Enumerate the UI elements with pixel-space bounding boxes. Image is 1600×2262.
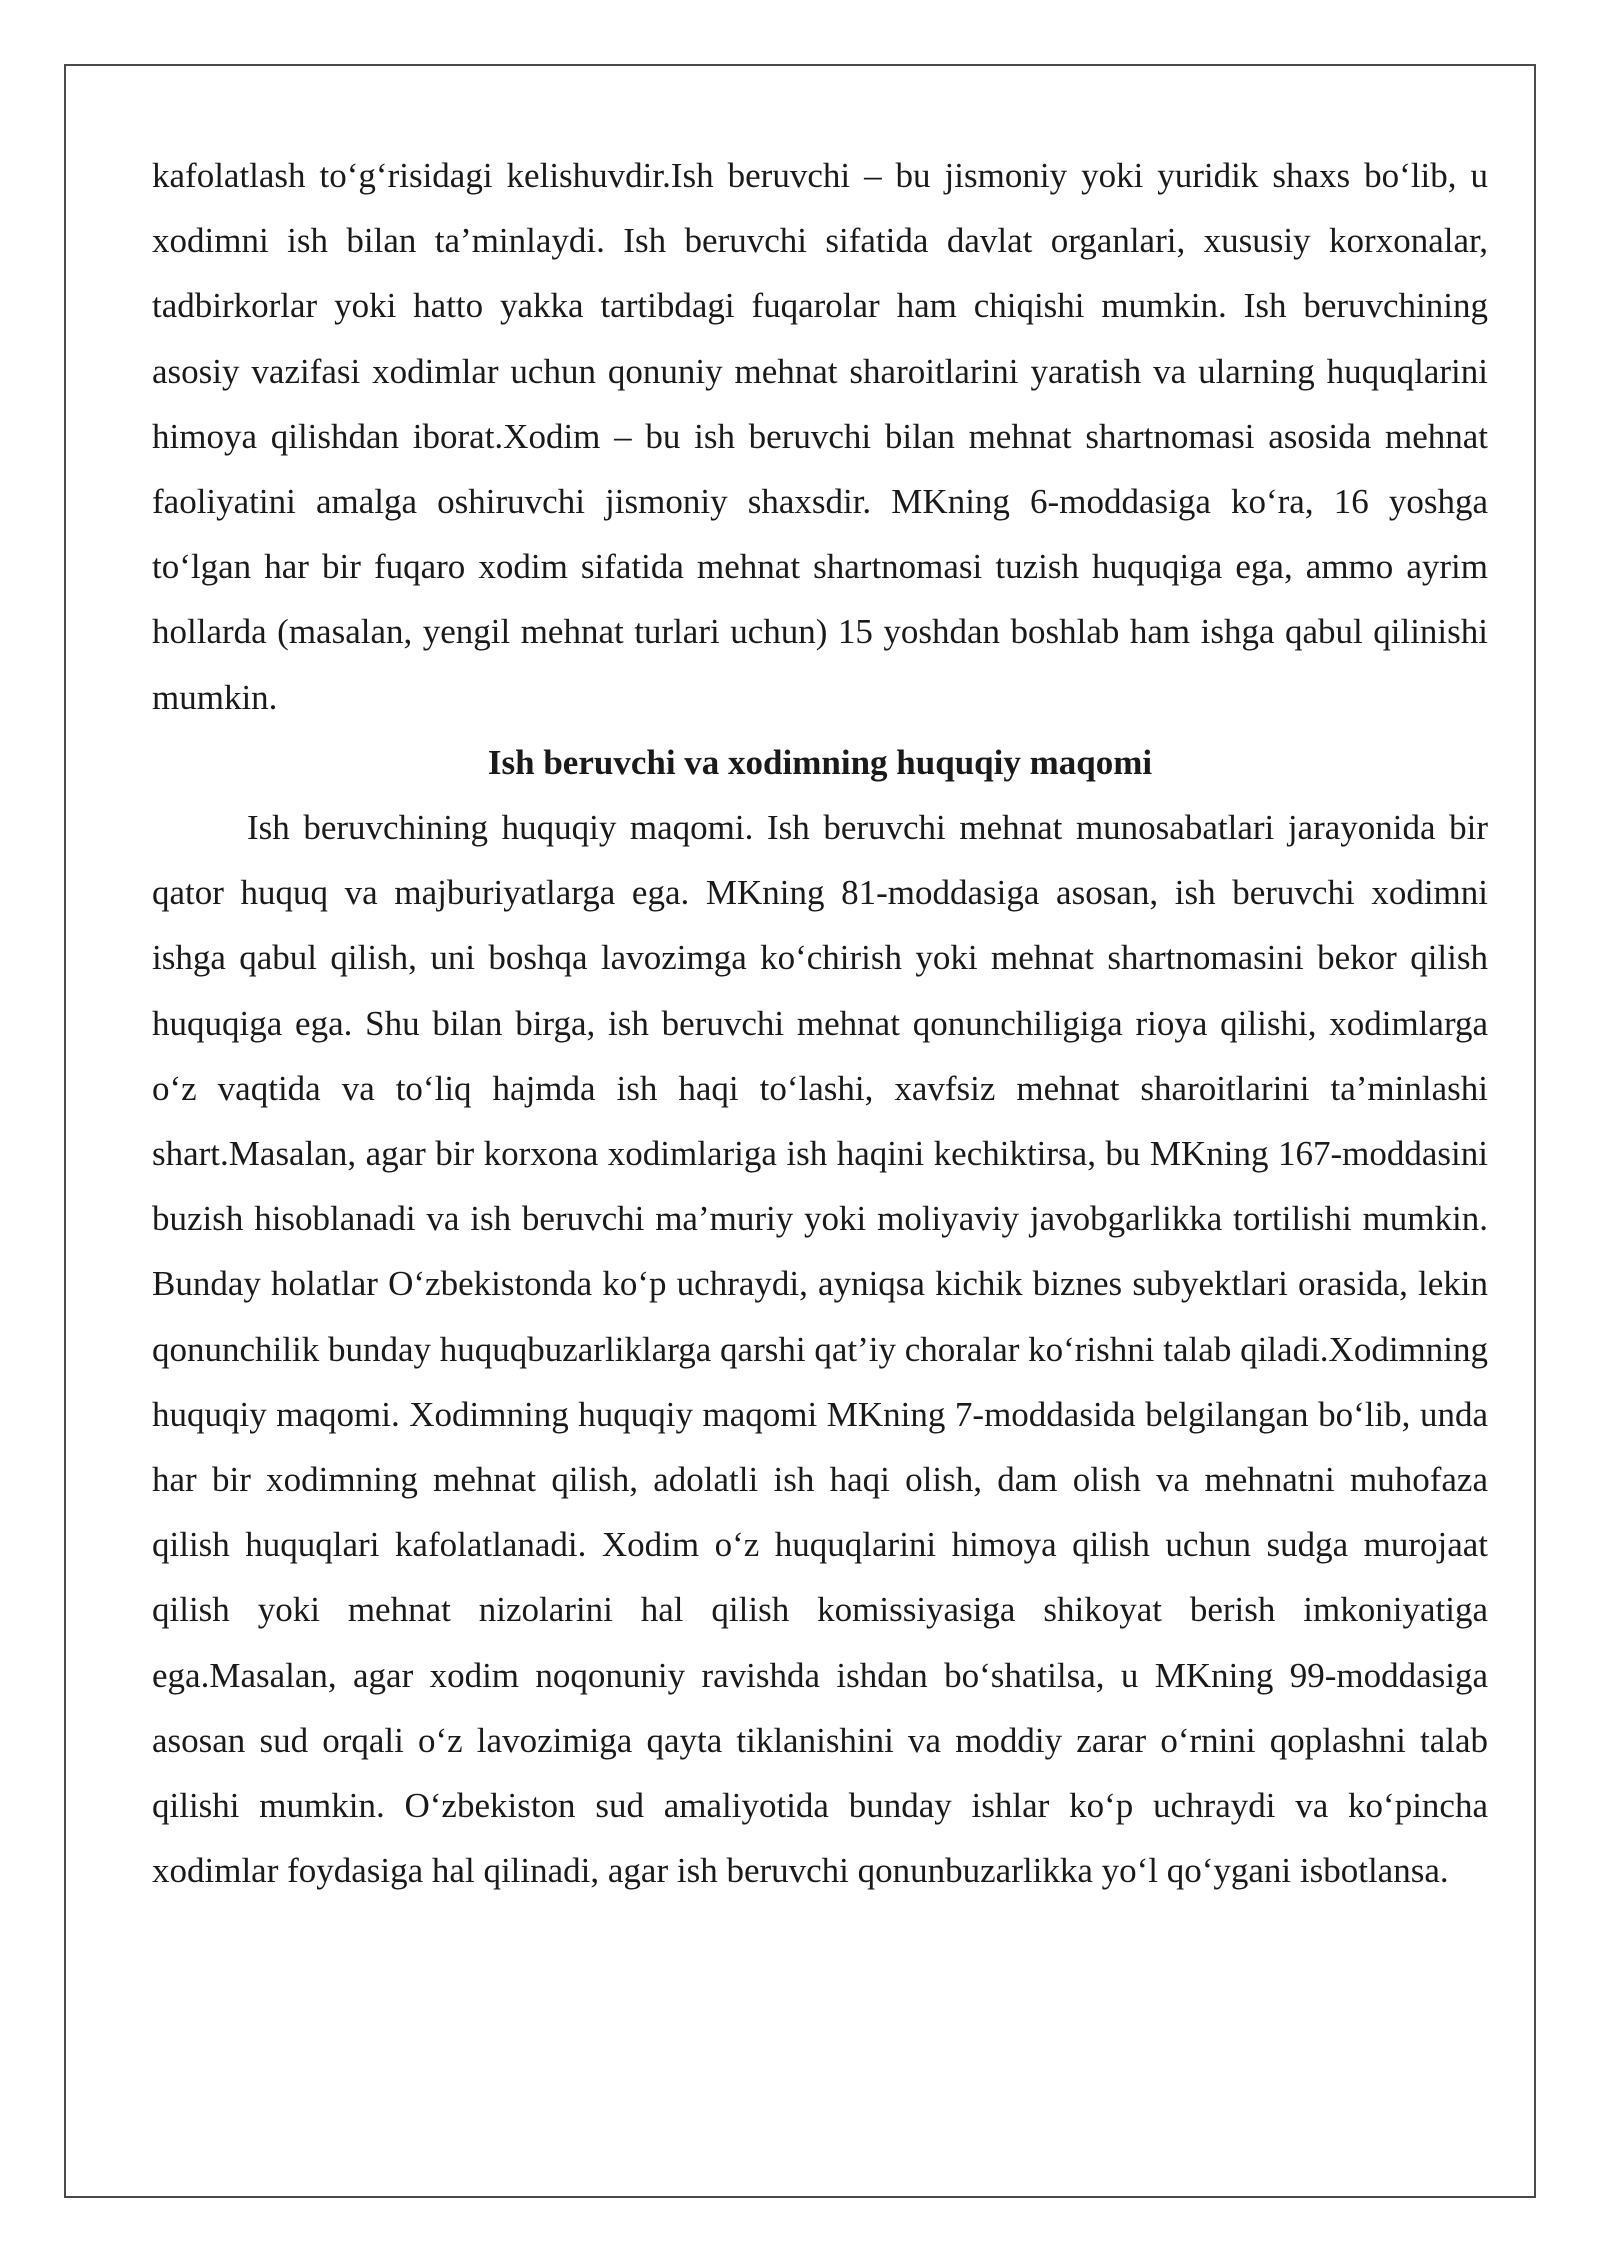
paragraph-employer-definition: kafolatlash to‘g‘risidagi kelishuvdir.Ish beruvchi – bu jismoniy yoki yuridik shaxs bo‘lib, u xodimni ish bilan ta’minlaydi. Ish beruvchi sifatida davlat organlari, xususiy korxonalar, tadbirkorlar yoki hatto yakka tartibdagi fuqarolar ham chiqishi mumkin. Ish beruvchining asosiy vazifasi xodimlar uchun qonuniy mehnat sharoitlarini yaratish va ularning huquqlarini himoya qilishdan iborat.Xodim – bu ish beruvchi bilan mehnat shartnomasi asosida mehnat faoliyatini amalga oshiruvchi jismoniy shaxsdir. MKning 6-moddasiga ko‘ra, 16 yoshga to‘lgan har bir fuqaro xodim sifatida mehnat shartnomasi tuzish huquqiga ega, ammo ayrim hollarda (masalan, yengil mehnat turlari uchun) 15 yoshdan boshlab ham ishga qabul qilinishi mumkin. <box>152 156 1488 717</box>
paragraph-legal-status: Ish beruvchining huquqiy maqomi. Ish beruvchi mehnat munosabatlari jarayonida bir qator huquq va majburiyatlarga ega. MKning 81-moddasiga asosan, ish beruvchi xodimni ishga qabul qilish, uni boshqa lavozimga ko‘chirish yoki mehnat shartnomasini bekor qilish huquqiga ega. Shu bilan birga, ish beruvchi mehnat qonunchiligiga rioya qilishi, xodimlarga o‘z vaqtida va to‘liq hajmda ish haqi to‘lashi, xavfsiz mehnat sharoitlarini ta’minlashi shart.Masalan, agar bir korxona xodimlariga ish haqini kechiktirsa, bu MKning 167-moddasini buzish hisoblanadi va ish beruvchi ma’muriy yoki moliyaviy javobgarlikka tortilishi mumkin. Bunday holatlar O‘zbekistonda ko‘p uchraydi, ayniqsa kichik biznes subyektlari orasida, lekin qonunchilik bunday huquqbuzarliklarga qarshi qat’iy choralar ko‘rishni talab qiladi.Xodimning huquqiy maqomi. Xodimning huquqiy maqomi MKning 7-moddasida belgilangan bo‘lib, unda har bir xodimning mehnat qilish, adolatli ish haqi olish, dam olish va mehnatni muhofaza qilish huquqlari kafolatlanadi. Xodim o‘z huquqlarini himoya qilish uchun sudga murojaat qilish yoki mehnat nizolarini hal qilish komissiyasiga shikoyat berish imkoniyatiga ega.Masalan, agar xodim noqonuniy ravishda ishdan bo‘shatilsa, u MKning 99-moddasiga asosan sud orqali o‘z lavozimiga qayta tiklanishini va moddiy zarar o‘rnini qoplashni talab qilishi mumkin. O‘zbekiston sud amaliyotida bunday ishlar ko‘p uchraydi va ko‘pincha xodimlar foydasiga hal qilinadi, agar ish beruvchi qonunbuzarlikka yo‘l qo‘ygani isbotlansa. <box>152 808 1488 1891</box>
section-heading: Ish beruvchi va xodimning huquqiy maqomi <box>487 742 1153 782</box>
document-body <box>152 143 1488 1903</box>
